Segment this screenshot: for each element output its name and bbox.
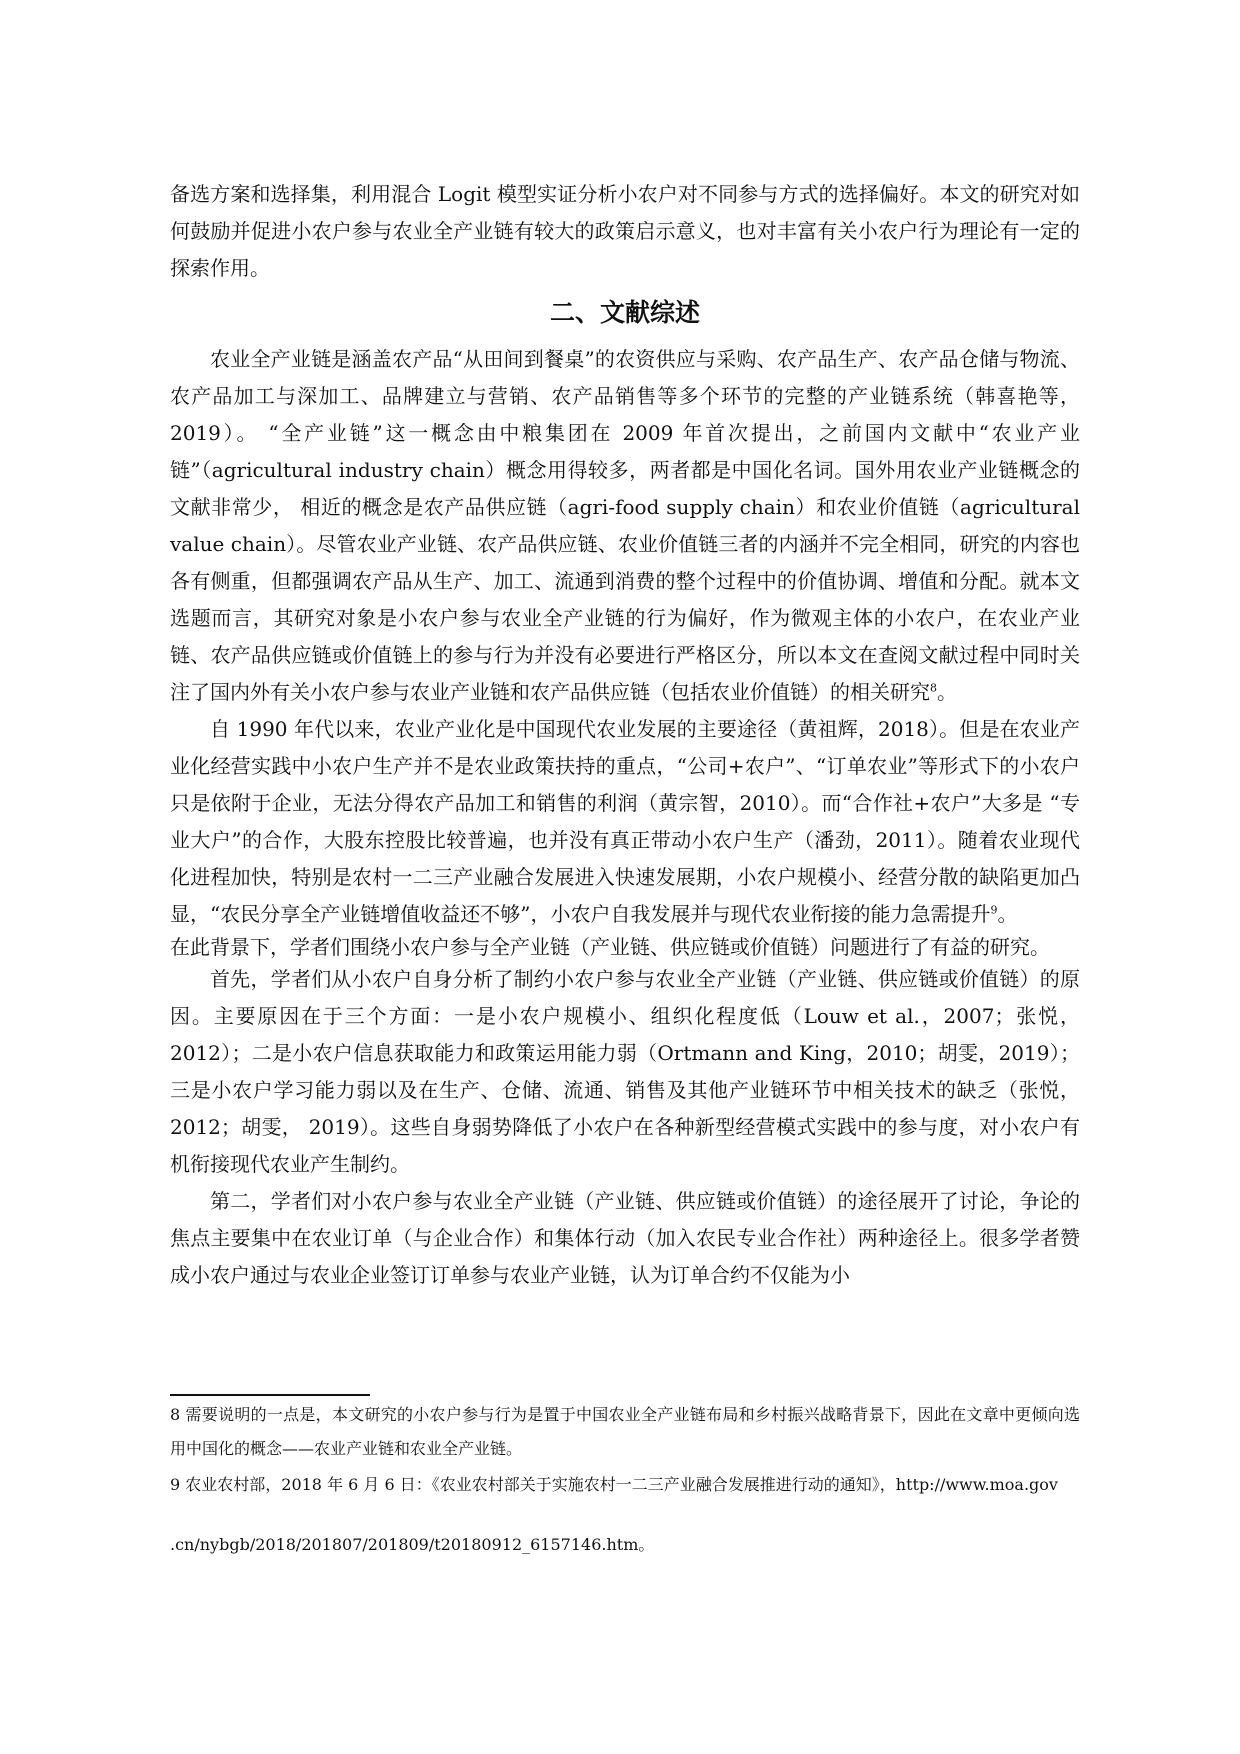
footnote-9-url[interactable]: .cn/nybgb/2018/201807/201809/t20180912_6157146.htm。 — [170, 1535, 655, 1554]
paragraph-2-end: 。 — [997, 902, 1018, 926]
paragraph-2 — [170, 711, 1080, 933]
footnote-8: 8 需要说明的一点是，本文研究的小农户参与行为是置于中国农业全产业链布局和乡村振兴战略背景下，因此在文章中更倾向选用中国化的概念——农业产业链和农业全产业链。 — [170, 1405, 1080, 1458]
footnote-ref-9[interactable]: 9 — [990, 903, 998, 917]
paragraph-3: 在此背景下，学者们围绕小农户参与全产业链（产业链、供应链或价值链）问题进行了有益的研究。 — [170, 935, 1050, 959]
paragraph-5: 第二，学者们对小农户参与农业全产业链（产业链、供应链或价值链）的途径展开了讨论，争论的焦点主要集中在农业订单（与企业合作）和集体行动（加入农民专业合作社）两种途径上。很多学者赞成小农户通过与农业企业签订订单参与农业产业链，认为订单合约不仅能为小 — [170, 1189, 1080, 1287]
intro-paragraph: 备选方案和选择集，利用混合 Logit 模型实证分析小农户对不同参与方式的选择偏好。本文的研究对如何鼓励并促进小农户参与农业全产业链有较大的政策启示意义，也对丰富有关小农户行为理论有一定的探索作用。 — [170, 182, 1080, 280]
section-heading: 二、文献综述 — [549, 298, 700, 327]
footnote-ref-8[interactable]: 8 — [930, 681, 937, 695]
footnote-9: 9 农业农村部，2018 年 6 月 6 日：《农业农村部关于实施农村一二三产业融合发展推进行动的通知》，http://www.moa.gov — [170, 1475, 1058, 1494]
footnote-separator — [170, 1394, 370, 1396]
paragraph-4: 首先，学者们从小农户自身分析了制约小农户参与农业全产业链（产业链、供应链或价值链）的原因。主要原因在于三个方面：一是小农户规模小、组织化程度低（Louw et al.，2007；张悦，2012）；二是小农户信息获取能力和政策运用能力弱（Ortmann and King，2010；胡雯，2019）；三是小农户学习能力弱以及在生产、仓储、流通、销售及其他产业链环节中相关技术的缺乏（张悦，2012；胡雯， 2019）。这些自身弱势降低了小农户在各种新型经营模式实践中的参与度，对小农户有机衔接现代农业产生制约。 — [170, 967, 1080, 1176]
footnotes — [170, 1398, 1080, 1562]
paragraph-1-end: 。 — [937, 680, 957, 704]
paragraph-1-text: 农业全产业链是涵盖农产品“从田间到餐桌”的农资供应与采购、农产品生产、农产品仓储与物流、农产品加工与深加工、品牌建立与营销、农产品销售等多个环节的完整的产业链系统（韩喜艳等，2019）。 “全产业链”这一概念由中粮集团在 2009 年首次提出，之前国内文献中“农业产业链”（agricultural industry chain）概念用得较多，两者都是中国化名词。国外用农业产业链概念的文献非常少， 相近的概念是农产品供应链（agri-food supply chain）和农业价值链（agricultural value chain）。尽管农业产业链、农产品供应链、农业价值链三者的内涵并不完全相同，研究的内容也各有侧重，但都强调农产品从生产、加工、流通到消费的整个过程中的价值协调、增值和分配。就本文选题而言，其研究对象是小农户参与农业全产业链的行为偏好，作为微观主体的小农户，在农业产业链、农产品供应链或价值链上的参与行为并没有必要进行严格区分，所以本文在查阅文献过程中同时关注了国内外有关小农户参与农业产业链和农产品供应链（包括农业价值链）的相关研究 — [170, 347, 1080, 704]
paragraph-1 — [170, 341, 1080, 711]
page-body — [170, 176, 1080, 1294]
paragraph-2-text: 自 1990 年代以来，农业产业化是中国现代农业发展的主要途径（黄祖辉，2018）。但是在农业产业化经营实践中小农户生产并不是农业政策扶持的重点，“公司+农户”、“订单农业”等形式下的小农户只是依附于企业，无法分得农产品加工和销售的利润（黄宗智，2010）。而“合作社+农户”大多是 “专业大户”的合作，大股东控股比较普遍，也并没有真正带动小农户生产（潘劲，2011）。随着农业现代化进程加快，特别是农村一二三产业融合发展进入快速发展期，小农户规模小、经营分散的缺陷更加凸显，“农民分享全产业链增值收益还不够”，小农户自我发展并与现代农业衔接的能力急需提升 — [170, 717, 1080, 926]
